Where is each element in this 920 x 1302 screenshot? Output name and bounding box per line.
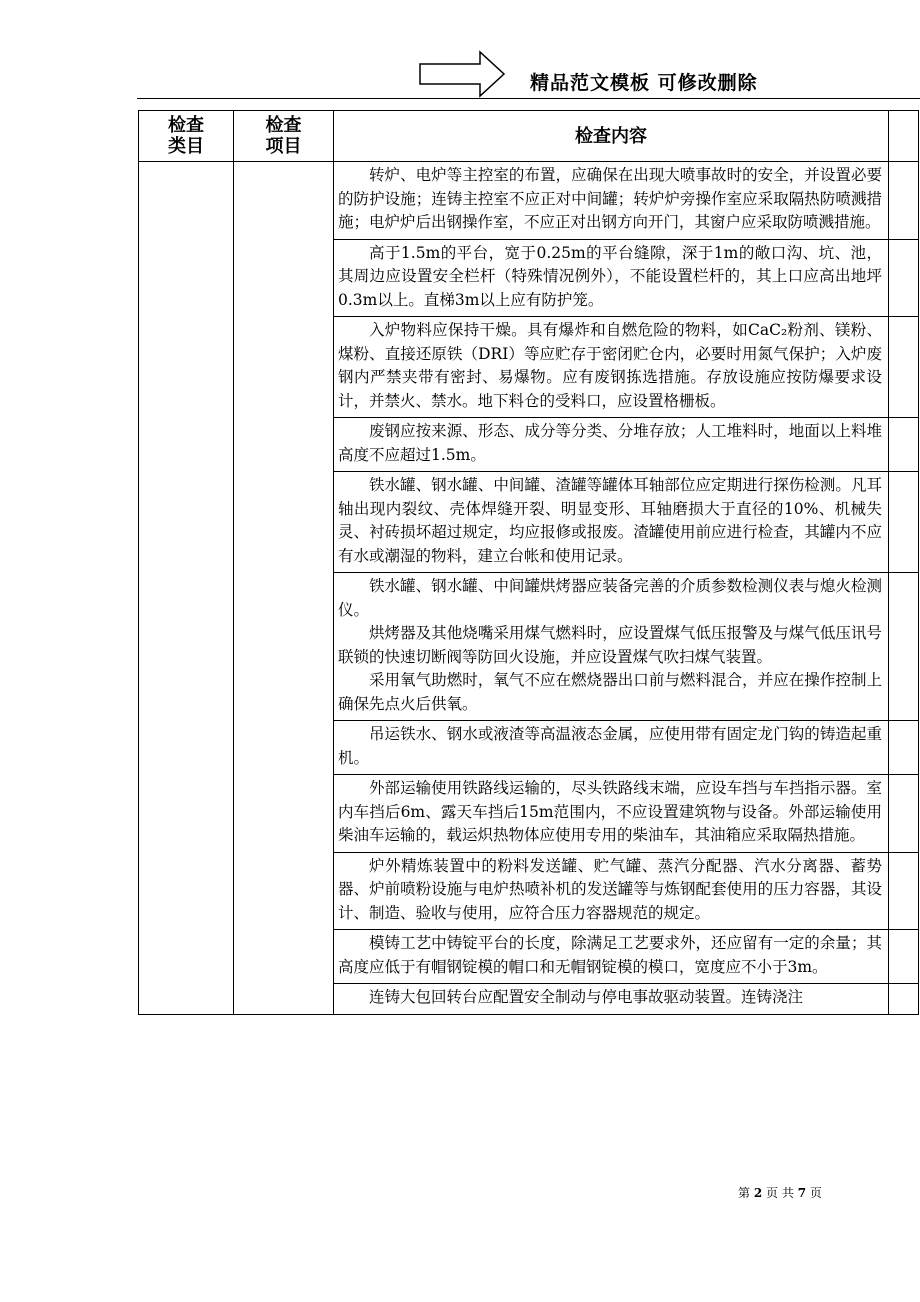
content-paragraph: 入炉物料应保持干燥。具有爆炸和自燃危险的物料，如CaC₂粉剂、镁粉、煤粉、直接还原铁（DRI）等应贮存于密闭贮仓内，必要时用氮气保护；入炉废钢内严禁夹带有密封、易爆物。应有废钢拣选措施。存放设施应按防爆要求设计，并禁火、禁水。地下料仓的受料口，应设置格栅板。 [338,321,882,410]
extra-cell [889,573,919,721]
page-header [0,0,920,110]
total-pages: 7 [797,1186,807,1200]
category-cell [139,162,234,1015]
extra-cell [889,984,919,1015]
content-cell [334,317,889,418]
content-cell [334,930,889,984]
table-header-row [139,111,919,162]
extra-cell [889,930,919,984]
content-paragraph: 外部运输使用铁路线运输的，尽头铁路线末端，应设车挡与车挡指示器。室内车挡后6m、露天车挡后15m范围内，不应设置建筑物与设备。外部运输使用柴油车运输的，载运炽热物体应使用专用的柴油车，其油箱应采取隔热措施。 [338,779,882,844]
content-cell [334,984,889,1015]
content-paragraph: 吊运铁水、钢水或液渣等高温液态金属，应使用带有固定龙门钩的铸造起重机。 [338,725,882,767]
extra-cell [889,472,919,573]
content-paragraph: 废钢应按来源、形态、成分等分类、分堆存放；人工堆料时，地面以上料堆高度不应超过1.5m。 [338,422,882,464]
extra-cell [889,418,919,472]
header-content: 检查内容 [334,111,889,162]
content-paragraph: 转炉、电炉等主控室的布置，应确保在出现大喷事故时的安全，并设置必要的防护设施；连铸主控室不应正对中间罐；转炉炉旁操作室应采取隔热防喷溅措施；电炉炉后出钢操作室，不应正对出钢方向开门，其窗户应采取防喷溅措施。 [338,166,882,231]
content-paragraph: 模铸工艺中铸锭平台的长度，除满足工艺要求外，还应留有一定的余量；其高度应低于有帽钢锭模的帽口和无帽钢锭模的模口，宽度应不小于3m。 [338,934,882,976]
right-arrow-icon [418,50,506,98]
header-category: 检查类目 [139,111,234,162]
content-cell [334,239,889,317]
content-cell [334,472,889,573]
table-row [139,162,919,240]
content-paragraph: 铁水罐、钢水罐、中间罐烘烤器应装备完善的介质参数检测仪表与熄火检测仪。 [338,577,882,619]
extra-cell [889,162,919,240]
content-paragraph: 炉外精炼装置中的粉料发送罐、贮气罐、蒸汽分配器、汽水分离器、蓄势器、炉前喷粉设施与电炉热喷补机的发送罐等与炼钢配套使用的压力容器，其设计、制造、验收与使用，应符合压力容器规范的规定。 [338,856,882,922]
content-cell [334,573,889,721]
content-paragraph: 高于1.5m的平台，宽于0.25m的平台缝隙，深于1m的敞口沟、坑、池，其周边应设置安全栏杆（特殊情况例外），不能设置栏杆的，其上口应高出地坪0.3m以上。直梯3m以上应有防护笼。 [338,243,882,309]
content-cell [334,721,889,775]
extra-cell [889,317,919,418]
page-footer: 第 2 页 共 7 页 [738,1186,822,1200]
extra-cell [889,239,919,317]
inspection-table [138,110,919,1015]
content-cell [334,418,889,472]
header-title: 精品范文模板 可修改删除 [530,72,758,94]
content-cell [334,162,889,240]
content-cell [334,775,889,853]
header-rule [137,98,920,99]
extra-cell [889,721,919,775]
current-page: 2 [753,1186,763,1200]
extra-cell [889,852,919,930]
extra-cell [889,775,919,853]
content-paragraph: 烘烤器及其他烧嘴采用煤气燃料时，应设置煤气低压报警及与煤气低压讯号联锁的快速切断阀等防回火设施，并应设置煤气吹扫煤气装置。 [338,624,882,666]
item-cell [234,162,334,1015]
header-item: 检查项目 [234,111,334,162]
content-paragraph: 铁水罐、钢水罐、中间罐、渣罐等罐体耳轴部位应定期进行探伤检测。凡耳轴出现内裂纹、壳体焊缝开裂、明显变形、耳轴磨损大于直径的10%、机械失灵、衬砖损坏超过规定，均应报修或报废。渣罐使用前应进行检查，其罐内不应有水或潮湿的物料，建立台帐和使用记录。 [338,476,882,565]
content-paragraph: 采用氧气助燃时，氧气不应在燃烧器出口前与燃料混合，并应在操作控制上确保先点火后供氧。 [338,671,882,713]
header-extra [889,111,919,162]
content-cell [334,852,889,930]
content-paragraph: 连铸大包回转台应配置安全制动与停电事故驱动装置。连铸浇注 [369,988,804,1006]
